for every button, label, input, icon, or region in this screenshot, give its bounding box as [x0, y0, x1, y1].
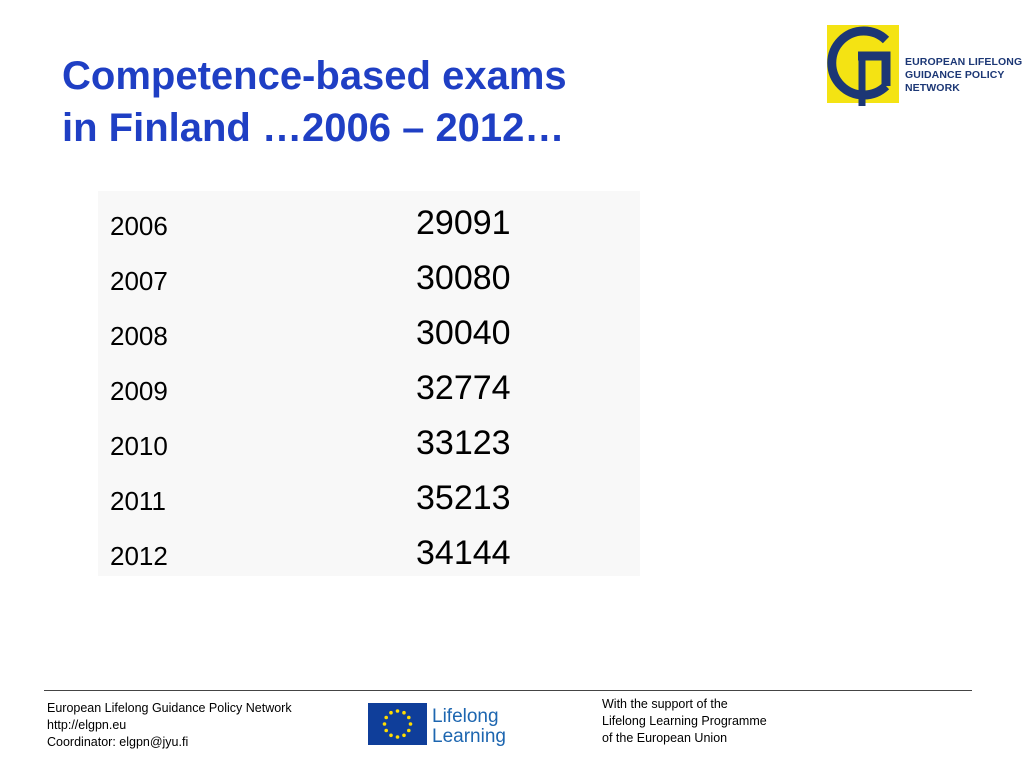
table-row: [98, 411, 640, 466]
year-cell: 2011: [110, 486, 166, 516]
footer-org-name: European Lifelong Guidance Policy Network: [47, 701, 292, 715]
lifelong-learning-logo: [368, 703, 518, 749]
year-cell: 2010: [110, 431, 168, 461]
footer-support: [602, 696, 767, 747]
value-cell: 35213: [416, 479, 511, 517]
year-cell: 2009: [110, 376, 168, 406]
footer-url-link[interactable]: http://elgpn.eu: [47, 718, 127, 732]
elgpn-logo-icon: [824, 22, 904, 108]
year-cell: 2006: [110, 211, 168, 241]
slide-title-line2: in Finland …2006 – 2012…: [62, 106, 565, 150]
value-cell: 32774: [416, 369, 511, 407]
exams-table: [98, 191, 640, 576]
elgpn-logo-text: [905, 56, 1023, 95]
value-cell: 34144: [416, 534, 511, 572]
footer-divider: [44, 690, 972, 691]
slide-title-line1: Competence-based exams: [62, 54, 567, 98]
table-row: [98, 356, 640, 411]
slide-title: [62, 50, 702, 154]
logo-line3: NETWORK: [905, 82, 960, 94]
value-cell: 33123: [416, 424, 511, 462]
table-row: [98, 246, 640, 301]
year-cell: 2007: [110, 266, 168, 296]
llp-line2: Learning: [432, 726, 506, 747]
table-row: [98, 301, 640, 356]
value-cell: 29091: [416, 204, 511, 242]
footer-coordinator: Coordinator: elgpn@jyu.fi: [47, 735, 189, 749]
value-cell: 30080: [416, 259, 511, 297]
table-row: [98, 521, 640, 576]
logo-line2: GUIDANCE POLICY: [905, 69, 1005, 81]
llp-text: [432, 707, 506, 747]
year-cell: 2012: [110, 541, 168, 571]
value-cell: 30040: [416, 314, 511, 352]
footer-support-line3: of the European Union: [602, 731, 728, 745]
footer-support-line1: With the support of the: [602, 697, 728, 711]
logo-line1: EUROPEAN LIFELONG: [905, 56, 1023, 68]
table-row: [98, 191, 640, 246]
year-cell: 2008: [110, 321, 168, 351]
footer-organization: [47, 700, 292, 751]
footer-support-line2: Lifelong Learning Programme: [602, 714, 767, 728]
table-row: [98, 466, 640, 521]
eu-flag-icon: [368, 703, 427, 745]
elgpn-logo: [824, 22, 1023, 108]
eu-stars-icon: [368, 703, 427, 745]
llp-line1: Lifelong: [432, 706, 499, 727]
